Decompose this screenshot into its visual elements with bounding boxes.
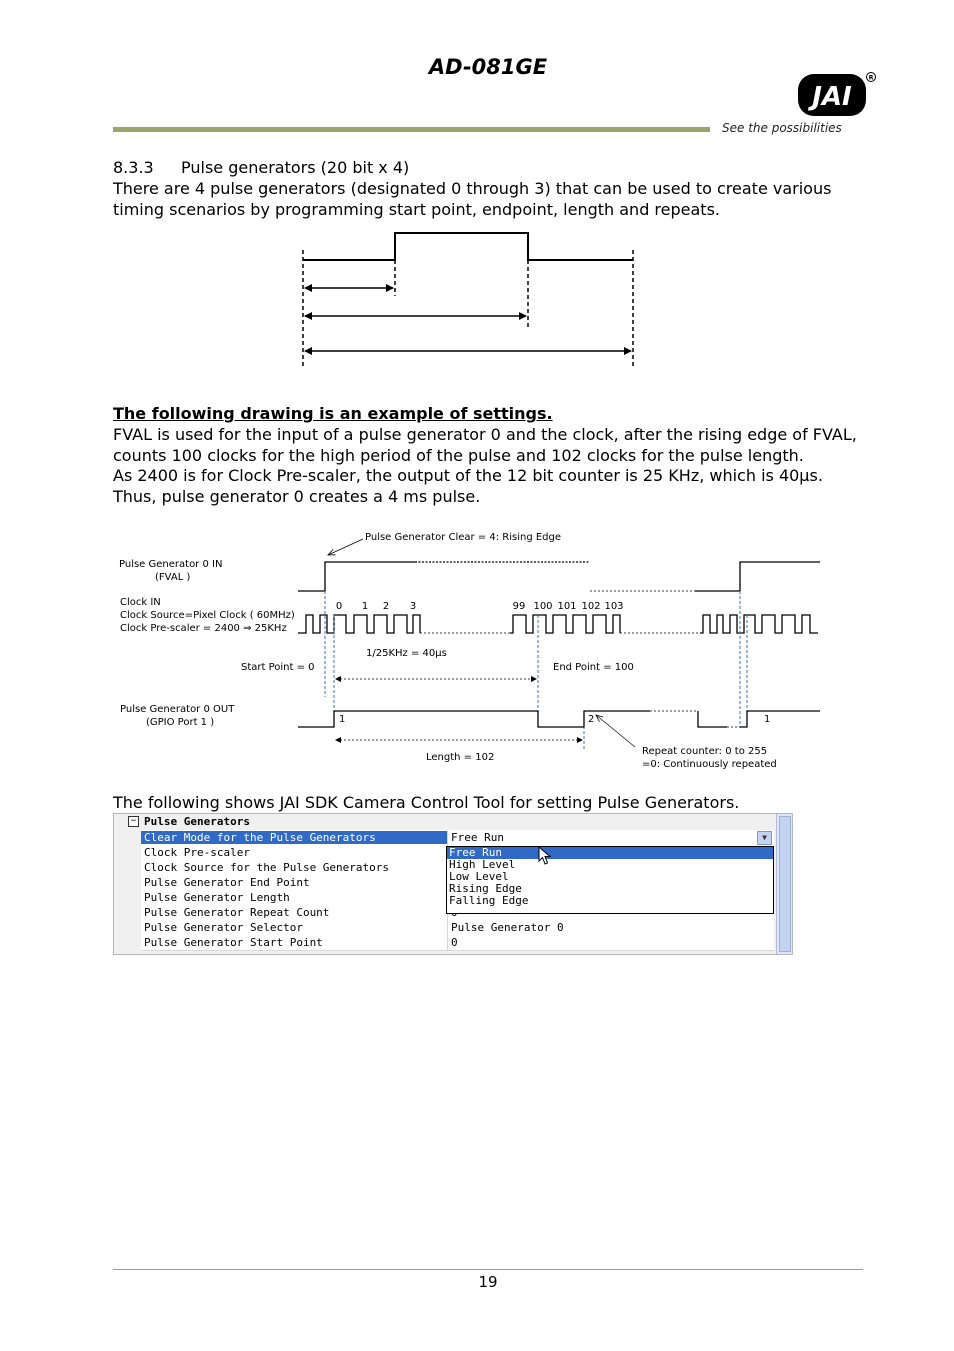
example-line: FVAL is used for the input of a pulse generator 0 and the clock, after the rising edge of FVAL, [113,425,857,444]
in-signal-label: Pulse Generator 0 IN [119,559,223,570]
count-label: 3 [409,601,417,612]
example-line: counts 100 clocks for the high period of the pulse and 102 clocks for the pulse length. [113,445,804,465]
property-value[interactable]: Free Run [447,830,776,845]
clear-mode-label: Pulse Generator Clear = 4: Rising Edge [365,532,562,543]
jai-logo [796,70,876,118]
example-heading: The following drawing is an example of settings. [113,404,553,423]
dropdown-option[interactable]: Free Run [447,847,773,859]
property-name: Clock Source for the Pulse Generators [144,861,390,874]
period-label: 1/25KHz = 40µs [366,648,447,659]
property-row-clear-mode[interactable] [141,830,774,846]
count-label: 101 [557,601,577,612]
property-name: Pulse Generator End Point [144,876,310,889]
tagline: See the possibilities [722,121,842,135]
clock-source-label: Clock Source=Pixel Clock ( 60MHz) [120,610,295,621]
out-signal-label: Pulse Generator 0 OUT [120,704,235,715]
intro-paragraph: There are 4 pulse generators (designated 0 through 3) that can be used to create various timing scenarios by programming start point, endpoint, length and repeats. [113,179,832,219]
clock-waveform-right [700,615,818,633]
document-title: AD-081GE [428,55,548,79]
end-point-label: End Point = 100 [553,662,634,673]
page-number: 19 [478,1273,498,1291]
scroll-thumb[interactable] [779,816,791,952]
start-point-label: Start Point = 0 [241,662,315,673]
property-name: Pulse Generator Length [144,891,290,904]
pulse-mark: 1 [339,714,346,725]
pulse-mark: 1 [764,714,771,725]
tool-intro: The following shows JAI SDK Camera Control Tool for setting Pulse Generators. [113,793,740,812]
chevron-down-icon[interactable]: ▼ [757,831,772,845]
clock-waveform-mid [510,615,620,633]
clock-prescaler-label: Clock Pre-scaler = 2400 ⇒ 25KHz [120,623,287,634]
fval-in-waveform [298,562,415,591]
dropdown-option[interactable]: Low Level [449,870,509,883]
property-row-selector[interactable] [141,920,774,936]
category-header [114,814,778,830]
property-name: Pulse Generator Start Point [144,936,323,949]
count-label: 0 [335,601,343,612]
section-title: Pulse generators (20 bit x 4) [181,158,410,177]
clock-waveform-left [298,615,420,633]
repeat-note-label: =0: Continuously repeated [642,759,777,770]
grid-gutter [114,830,141,954]
property-name: Clear Mode for the Pulse Generators [141,831,447,844]
dropdown-option[interactable]: Falling Edge [449,894,529,907]
count-label: 2 [382,601,390,612]
property-name: Pulse Generator Repeat Count [144,906,330,919]
svg-text:JAI: JAI [812,82,852,112]
clock-in-label: Clock IN [120,597,161,608]
example-paragraph [113,425,873,507]
count-label: 1 [361,601,369,612]
count-label: 102 [581,601,601,612]
timing-diagram [110,525,830,780]
header-rule [113,127,710,132]
in-signal-sub: (FVAL ) [155,572,191,583]
length-label: Length = 102 [426,752,495,763]
property-row-start-point[interactable] [141,935,774,951]
example-line: As 2400 is for Clock Pre-scaler, the output of the 12 bit counter is 25 KHz, which is 40µs. [113,466,823,485]
count-label: 100 [533,601,553,612]
pulse-mark: 2 [588,714,595,725]
mouse-cursor-icon [538,846,552,866]
repeat-counter-label: Repeat counter: 0 to 255 [642,746,768,757]
dropdown-option[interactable]: Rising Edge [449,882,522,895]
section-heading [113,158,409,179]
svg-text:R: R [868,74,874,82]
dropdown-option[interactable]: High Level [449,858,516,871]
pulse-out-waveform [298,711,650,727]
clear-mode-dropdown[interactable] [446,846,774,914]
property-value[interactable]: Pulse Generator 0 [447,920,776,935]
out-signal-sub: (GPIO Port 1 ) [146,717,215,728]
section-number: 8.3.3 [113,158,154,177]
footer-rule [113,1269,863,1270]
property-name: Clock Pre-scaler [144,846,250,859]
property-value[interactable]: 0 [447,935,776,950]
collapse-icon[interactable]: − [128,816,139,827]
pulse-schematic [300,228,640,373]
property-name: Pulse Generator Selector [144,921,303,934]
schematic-pulse [303,233,633,260]
example-line: Thus, pulse generator 0 creates a 4 ms pulse. [113,486,481,506]
count-label: 99 [512,601,526,612]
count-label: 103 [604,601,624,612]
vertical-scrollbar[interactable] [776,814,792,954]
category-label: Pulse Generators [144,815,250,828]
